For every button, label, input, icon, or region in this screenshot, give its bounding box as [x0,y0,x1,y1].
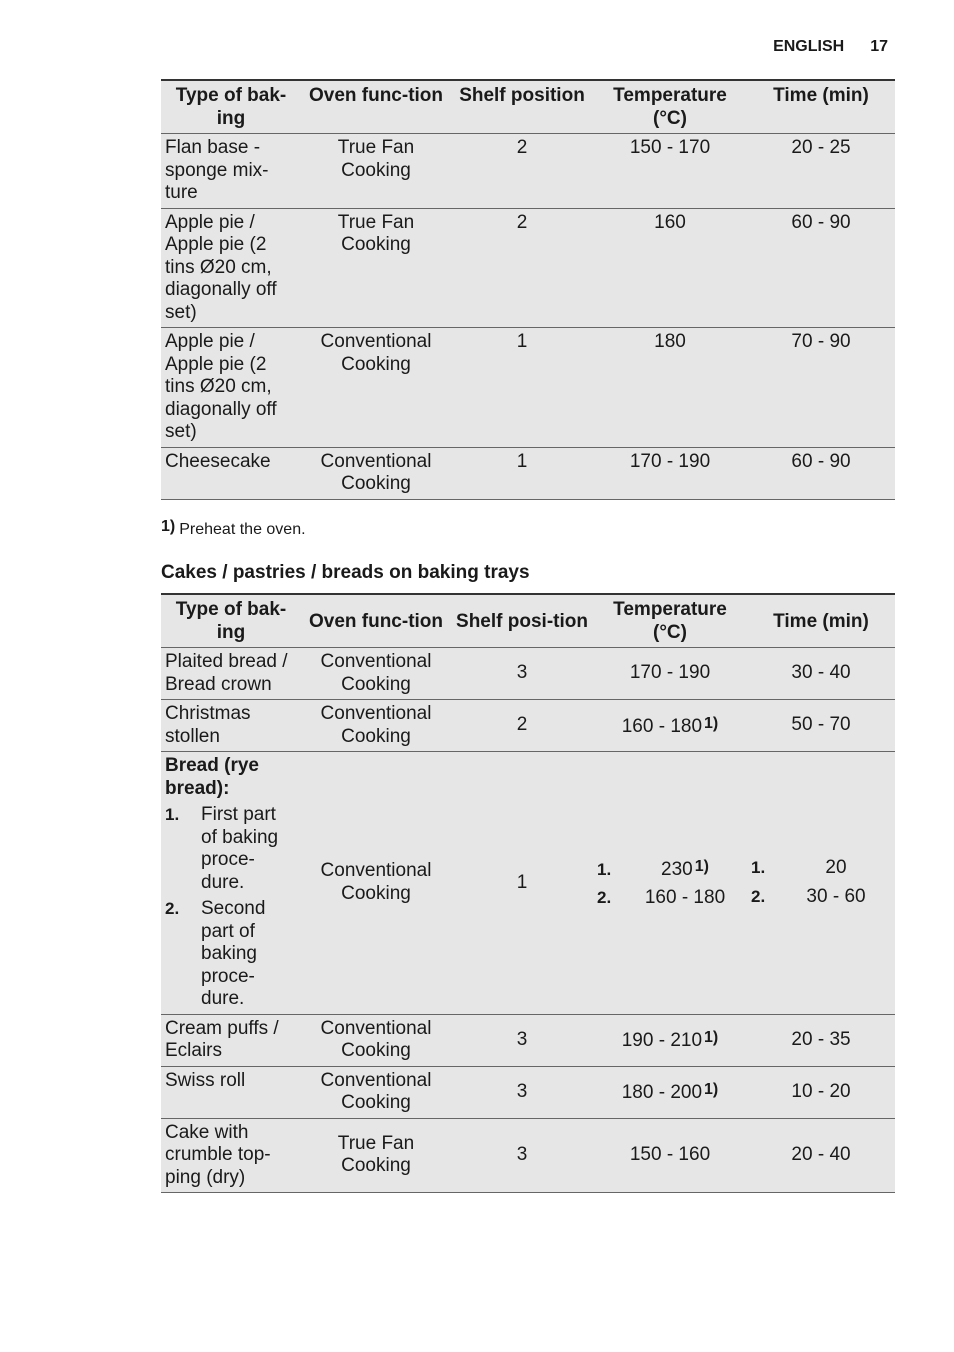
cell-time [747,752,895,1015]
col-header-type: Type of bak-ing [175,85,287,129]
page-number: 17 [870,38,888,55]
footnote [161,518,306,539]
col-header-time: Time (min) [773,85,869,106]
table-row [161,328,895,448]
table-row [161,700,895,752]
col-header-temperature: Temperature (°C) [613,599,727,643]
cell-shelf: 2 [516,211,528,233]
section-title: Cakes / pastries / breads on baking trays [161,562,530,583]
cell-time: 60 - 90 [791,450,851,472]
cell-shelf: 3 [516,1028,528,1050]
step-number: 1. [597,859,612,879]
col-header-function: Oven func-tion [308,85,444,106]
temp-value: 160 - 180 [621,715,703,737]
cell-time: 20 - 25 [791,137,851,158]
step-text: First part of baking proce-dure. [201,804,279,893]
step-text: Second part of baking proce-dure. [201,898,266,1009]
cell-function: Conventional Cooking [320,331,432,375]
col-header-shelf: Shelf position [459,85,585,106]
cell-temperature: 150 - 170 [629,137,711,158]
cell-type: Swiss roll [165,1069,246,1091]
table-row-rye-bread [161,752,895,1015]
time-value: 20 [825,857,847,879]
cell-temperature [593,752,747,1015]
cell-function: Conventional Cooking [320,651,432,695]
step-number: 2. [751,886,766,906]
cell-time: 60 - 90 [791,211,851,233]
list-item [165,898,297,1011]
cell-function: True Fan Cooking [337,1132,415,1177]
table-row [161,648,895,700]
cell-function: Conventional Cooking [320,860,432,904]
cell-type: Flan base - sponge mix-ture [165,137,269,203]
temp-value: 180 - 200 [621,1082,703,1104]
table-row [161,208,895,328]
page-header [773,38,888,56]
temp-value: 160 - 180 [644,887,726,909]
col-header-shelf: Shelf posi-tion [456,610,588,632]
table-header-row [161,594,895,648]
time-steps [751,857,891,908]
cell-type: Cheesecake [165,450,271,472]
temperature-steps [597,856,743,910]
col-header-function: Oven func-tion [308,610,444,632]
cell-time: 30 - 40 [791,662,851,684]
footnote-ref: 1) [704,714,719,732]
procedure-steps [165,804,297,1011]
footnote-marker: 1) [161,518,176,535]
cell-type: Cake with crumble top-ping (dry) [165,1121,271,1188]
cell-shelf: 1 [516,871,528,893]
step-number: 2. [597,888,612,908]
cell-time: 70 - 90 [791,331,851,352]
cell-shelf: 3 [516,662,528,684]
baking-table-2 [161,593,895,1193]
cell-type: Apple pie / Apple pie (2 tins Ø20 cm, diagonally off set) [165,331,277,442]
footnote-text: Preheat the oven. [179,521,306,538]
cell-temperature: 170 - 190 [629,450,711,472]
cell-temperature [593,700,747,752]
footnote-ref: 1) [704,1029,719,1047]
cell-temperature: 150 - 160 [629,1144,711,1165]
rye-bread-title: Bread (rye bread): [165,755,259,799]
cell-temperature [593,1066,747,1118]
cell-time: 20 - 35 [791,1028,851,1050]
cell-function: True Fan Cooking [337,211,415,255]
table-row [161,1014,895,1066]
temp-value: 190 - 210 [621,1030,703,1052]
table-row [161,447,895,499]
table-row [161,134,895,209]
col-header-type: Type of bak-ing [175,599,287,643]
footnote-ref: 1) [704,1081,719,1099]
cell-time: 20 - 40 [791,1144,851,1165]
cell-type [161,752,301,1015]
cell-shelf: 3 [516,1144,528,1165]
cell-shelf: 2 [516,714,528,736]
cell-shelf: 3 [516,1080,528,1102]
time-value: 30 - 60 [806,885,866,907]
footnote-ref: 1) [694,857,709,875]
cell-function: Conventional Cooking [320,1017,432,1061]
cell-shelf: 1 [516,331,528,352]
cell-temperature [593,1014,747,1066]
cell-shelf: 2 [516,137,528,158]
cell-temperature: 180 [654,331,686,352]
list-item [165,804,297,894]
step-number: 1. [165,805,180,824]
cell-function: True Fan Cooking [337,137,415,181]
step-number: 2. [165,899,180,918]
table-row [161,1118,895,1193]
cell-temperature: 160 [654,211,686,233]
cell-temperature: 170 - 190 [629,662,711,684]
cell-function: Conventional Cooking [320,1069,432,1113]
cell-type: Cream puffs / Eclairs [165,1017,279,1061]
step-number: 1. [751,858,766,878]
col-header-temperature: Temperature (°C) [613,85,727,129]
temp-value: 230 [661,858,693,880]
cell-time: 10 - 20 [791,1080,851,1102]
cell-type: Christmas stollen [165,703,251,747]
cell-function: Conventional Cooking [320,450,432,494]
cell-time: 50 - 70 [791,714,851,736]
cell-type: Apple pie / Apple pie (2 tins Ø20 cm, diagonally off set) [165,211,277,323]
table-header-row [161,80,895,134]
col-header-time: Time (min) [773,610,869,632]
language-label: ENGLISH [773,38,845,55]
cell-type: Plaited bread / Bread crown [165,651,288,695]
cell-shelf: 1 [516,450,528,472]
baking-table-1 [161,79,895,500]
table-row [161,1066,895,1118]
cell-function: Conventional Cooking [320,703,432,747]
